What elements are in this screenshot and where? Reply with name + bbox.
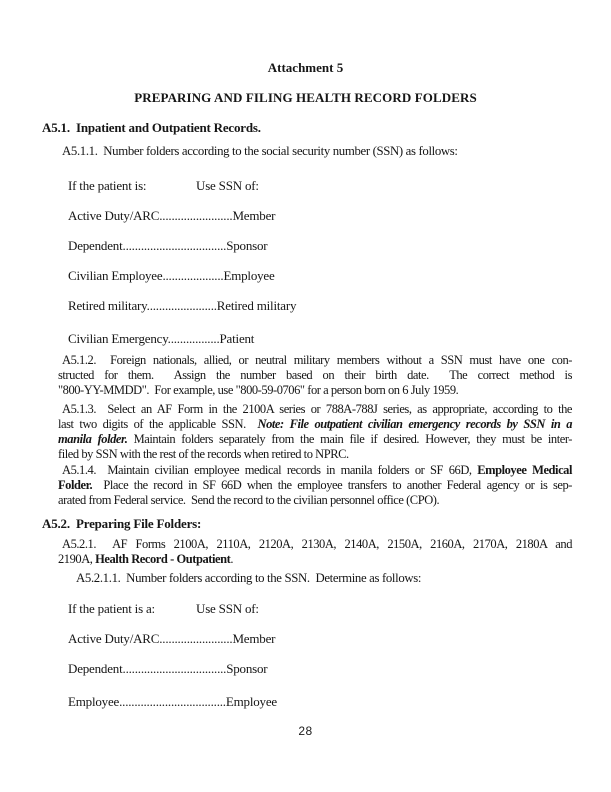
row-label: Active Duty/ARC (68, 631, 160, 646)
paragraph-line: arated from Federal service. Send the record to the civilian personnel office (CPO). (58, 493, 440, 507)
dot-leader: .................................. (122, 661, 227, 676)
text-run-bold: Employee Medical (477, 463, 572, 477)
table-row (68, 298, 611, 314)
paragraph-a511: A5.1.1. Number folders according to the social security number (SSN) as follows: (62, 144, 458, 158)
table-row (68, 238, 611, 254)
paragraph-a521 (58, 537, 572, 567)
table-row (68, 268, 611, 284)
paragraph-a512 (58, 353, 572, 398)
paragraph-line: A5.1.2. Foreign nationals, allied, or neutral military members without a SSN must have one con- (62, 353, 572, 367)
row-value: Employee (225, 694, 277, 709)
table-header-left: If the patient is a: (68, 601, 155, 616)
paragraph-a514 (58, 463, 572, 508)
paragraph-line (58, 417, 572, 432)
text-run-note: Note: File outpatient civilian emergency records by SSN in a (257, 417, 573, 431)
table-row (68, 631, 611, 647)
text-run: 2190A, (58, 552, 96, 566)
section-heading-a52: A5.2. Preparing File Folders: (42, 516, 202, 531)
row-label: Dependent (68, 238, 123, 253)
text-run: Maintain folders separately from the main file if desired. However, they must be inter- (127, 432, 572, 446)
table-row (68, 661, 611, 677)
table-header-row (68, 601, 611, 617)
row-value: Patient (219, 331, 255, 346)
paragraph-line: A5.2.1. AF Forms 2100A, 2110A, 2120A, 2130A, 2140A, 2150A, 2160A, 2170A, 2180A and (62, 537, 572, 551)
ssn-table-2 (0, 601, 611, 710)
text-run: last two digits of the applicable SSN. (58, 417, 258, 431)
paragraph-line (58, 478, 572, 493)
text-run-bold: Folder. (58, 478, 93, 492)
text-run: A5.1.4. Maintain civilian employee medical records in manila folders or SF 66D, (62, 463, 478, 477)
dot-leader: ................................... (119, 694, 226, 709)
paragraph-line: structed for them. Assign the number based on their birth date. The correct method is (58, 368, 572, 382)
table-row (68, 331, 611, 347)
paragraph-line (58, 432, 572, 447)
dot-leader: ........................ (159, 208, 233, 223)
dot-leader: ................. (167, 331, 220, 346)
table-header-left: If the patient is: (68, 178, 147, 193)
page-number: 28 (298, 724, 313, 738)
paragraph-a5211: A5.2.1.1. Number folders according to the SSN. Determine as follows: (76, 571, 422, 585)
row-value: Retired military (216, 298, 297, 313)
paragraph-line (58, 463, 572, 478)
dot-leader: .................... (162, 268, 224, 283)
ssn-table-1 (0, 178, 611, 347)
dot-leader: ....................... (146, 298, 217, 313)
text-run: Place the record in SF 66D when the employee transfers to another Federal agency or is sep- (92, 478, 572, 492)
section-heading-a51: A5.1. Inpatient and Outpatient Records. (42, 120, 261, 135)
row-label: Active Duty/ARC (68, 208, 160, 223)
dot-leader: .................................. (122, 238, 227, 253)
row-value: Member (232, 208, 276, 223)
table-row (68, 208, 611, 224)
paragraph-line: filed by SSN with the rest of the records when retired to NPRC. (58, 447, 349, 461)
row-label: Employee (68, 694, 120, 709)
paragraph-a513 (58, 402, 572, 462)
paragraph-line: A5.1.3. Select an AF Form in the 2100A series or 788A-788J series, as appropriate, according to the (62, 402, 572, 416)
paragraph-line (58, 552, 572, 567)
text-run-note: manila folder. (58, 432, 128, 446)
text-run: . (230, 552, 233, 566)
table-row (68, 694, 611, 710)
text-run-bold: Health Record - Outpatient (95, 552, 231, 566)
row-value: Sponsor (226, 238, 268, 253)
table-header-right: Use SSN of: (196, 601, 259, 616)
attachment-label: Attachment 5 (267, 60, 344, 75)
row-label: Dependent (68, 661, 123, 676)
row-label: Civilian Emergency (68, 331, 168, 346)
row-label: Civilian Employee (68, 268, 163, 283)
paragraph-line: "800-YY-MMDD". For example, use "800-59-0706" for a person born on 6 July 1959. (58, 383, 459, 397)
row-value: Member (232, 631, 276, 646)
table-header-right: Use SSN of: (196, 178, 259, 193)
dot-leader: ........................ (159, 631, 233, 646)
document-title: PREPARING AND FILING HEALTH RECORD FOLDERS (134, 90, 477, 105)
row-value: Sponsor (226, 661, 268, 676)
row-value: Employee (223, 268, 275, 283)
row-label: Retired military (68, 298, 147, 313)
table-header-row (68, 178, 611, 194)
